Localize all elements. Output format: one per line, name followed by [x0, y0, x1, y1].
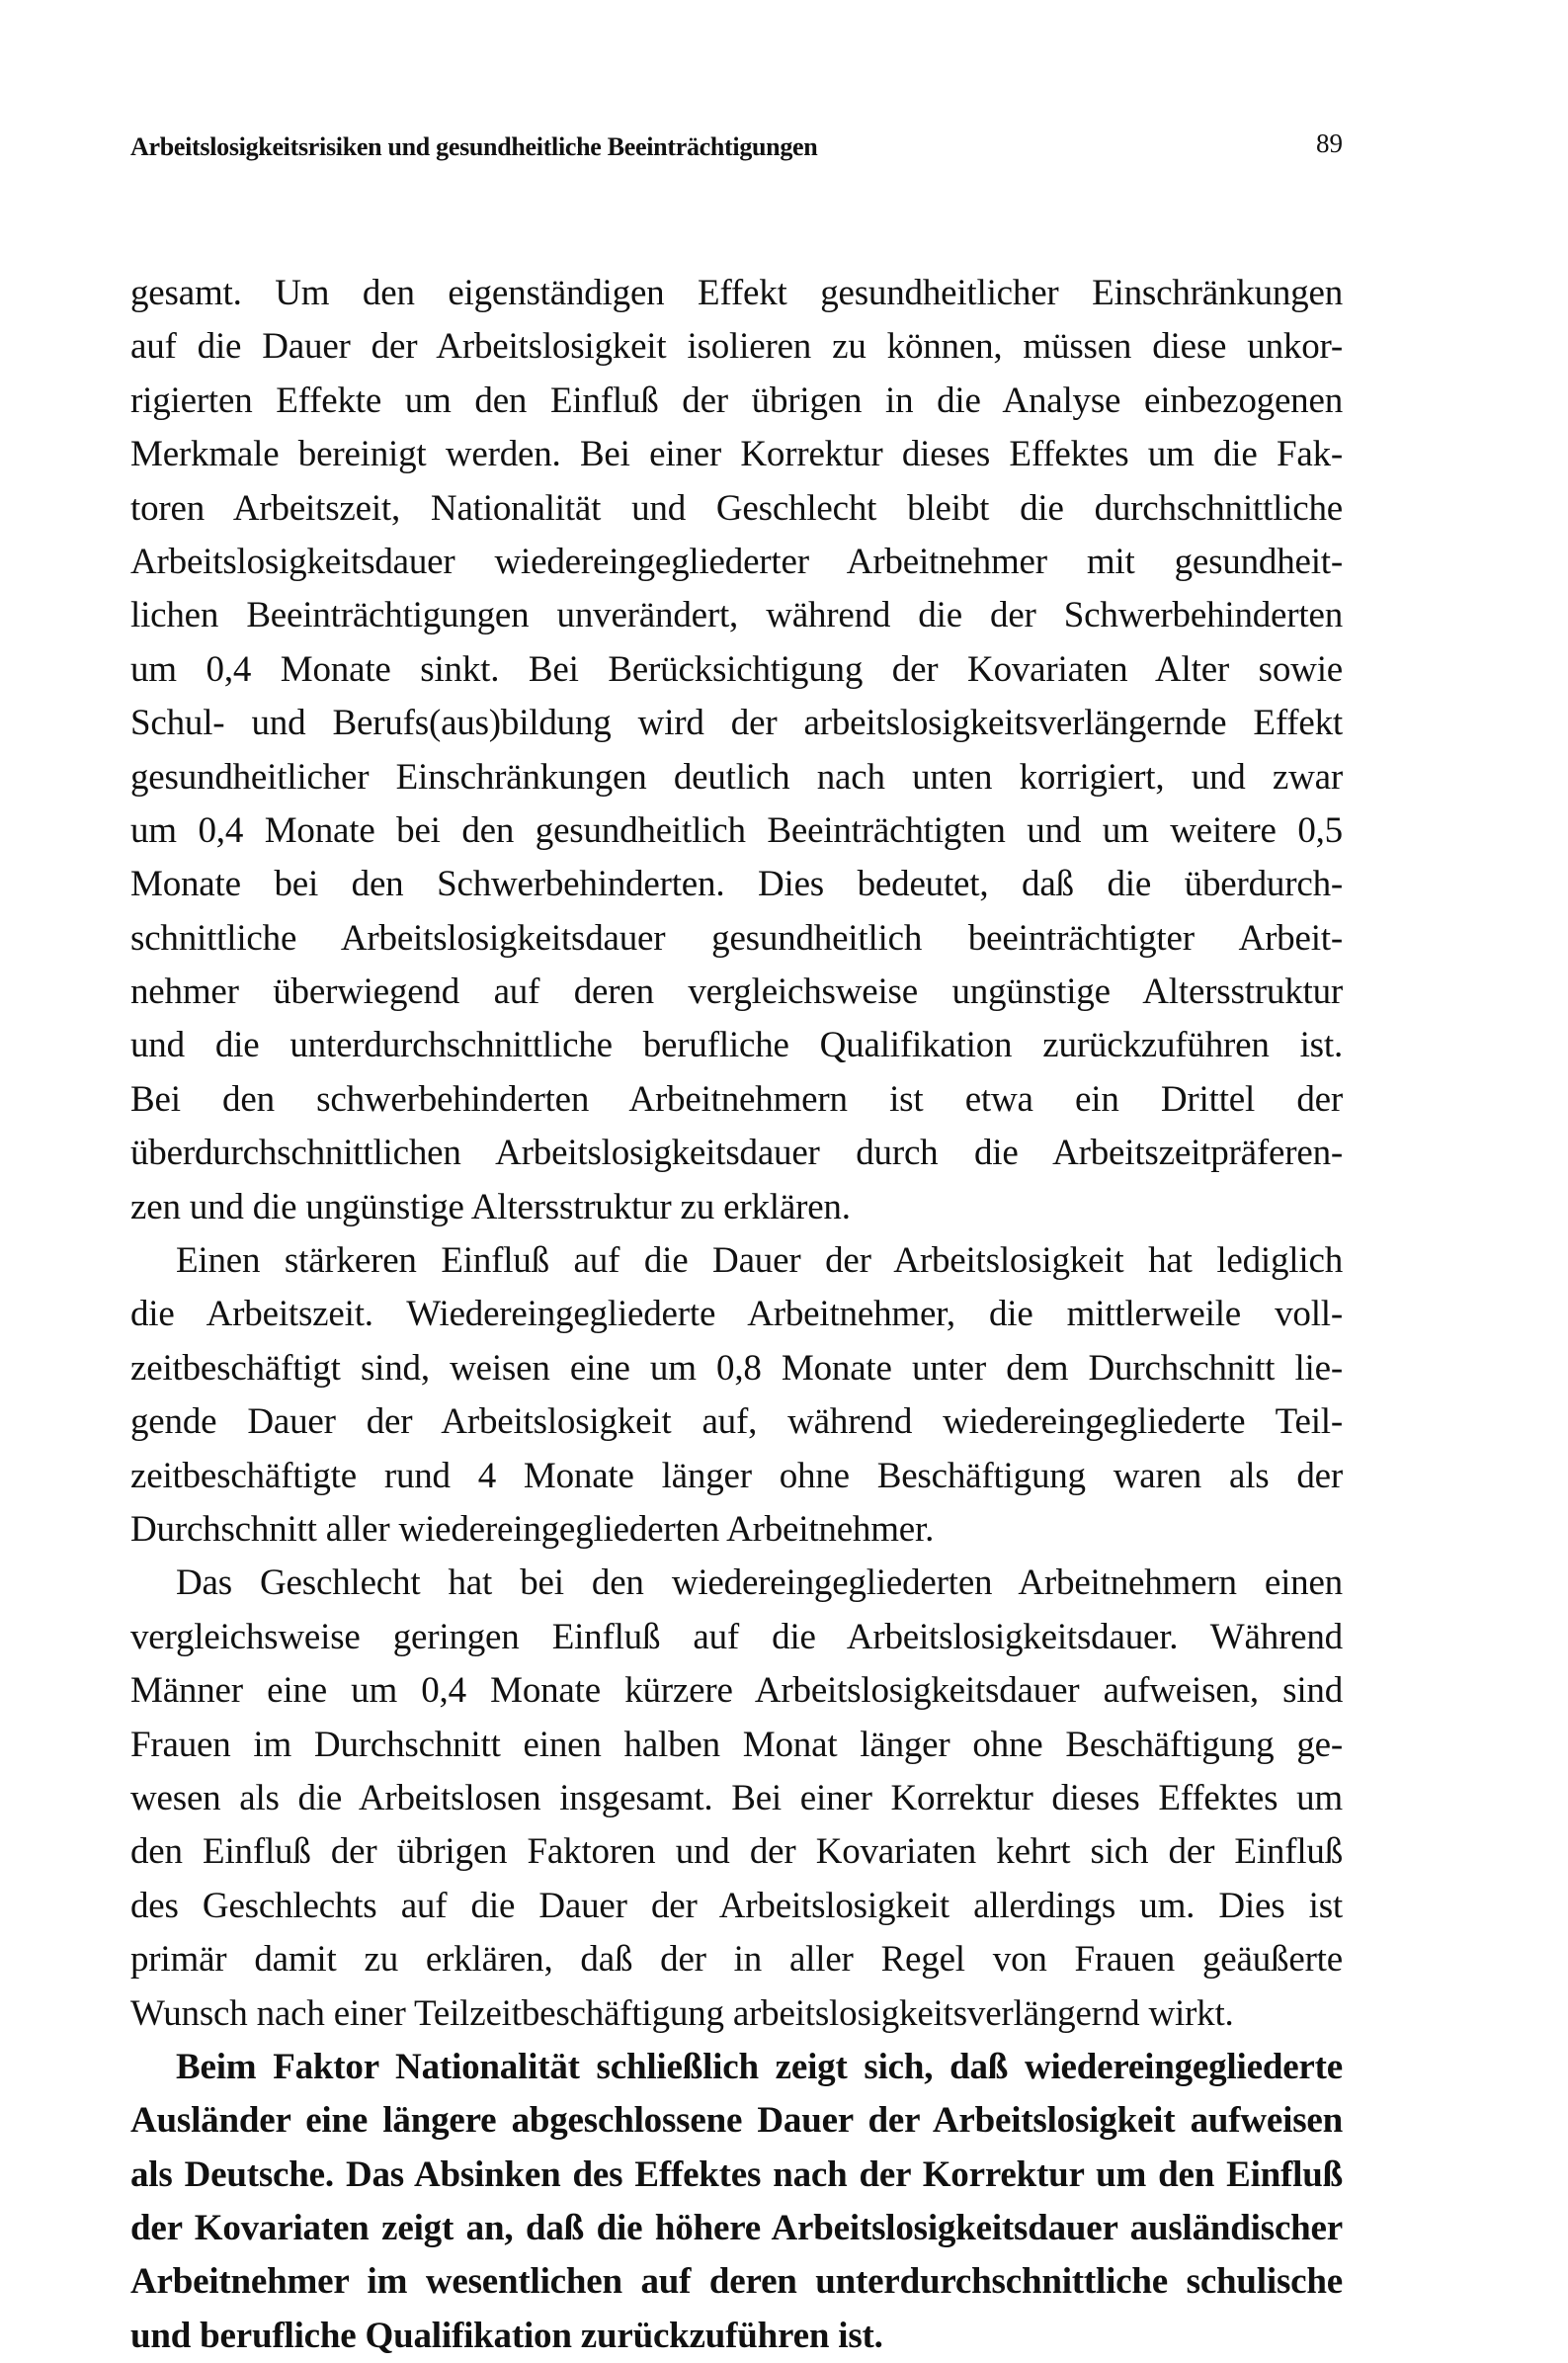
text-line: rigierten Effekte um den Einfluß der übrigen in die Analyse einbezogenen: [130, 380, 1343, 421]
text-line: die Arbeitszeit. Wiedereingegliederte Arbeitnehmer, die mittlerweile voll-: [130, 1294, 1343, 1335]
text-line: der Kovariaten zeigt an, daß die höhere Arbeitslosigkeitsdauer ausländischer: [130, 2208, 1343, 2249]
text-line: um 0,4 Monate bei den gesundheitlich Beeinträchtigten und um weitere 0,5: [130, 809, 1343, 851]
text-line: Ausländer eine längere abgeschlossene Dauer der Arbeitslosigkeit aufweisen: [130, 2100, 1343, 2142]
text-line: Monate bei den Schwerbehinderten. Dies bedeutet, daß die überdurch-: [130, 864, 1343, 905]
text-line: zeitbeschäftigt sind, weisen eine um 0,8 Monate unter dem Durchschnitt lie-: [130, 1347, 1343, 1389]
text-line: Arbeitnehmer im wesentlichen auf deren unterdurchschnittliche schulische: [130, 2261, 1343, 2303]
text-line: gesamt. Um den eigenständigen Effekt gesundheitlicher Einschränkungen: [130, 273, 1343, 313]
text-line: Arbeitslosigkeitsdauer wiedereingegliederter Arbeitnehmer mit gesundheit-: [130, 541, 1343, 582]
text-line: primär damit zu erklären, daß der in aller Regel von Frauen geäußerte: [130, 1939, 1343, 1981]
page-number: 89: [1316, 128, 1343, 158]
text-line: schnittliche Arbeitslosigkeitsdauer gesundheitlich beeinträchtigter Arbeit-: [130, 917, 1343, 959]
text-line: gende Dauer der Arbeitslosigkeit auf, während wiedereingegliederte Teil-: [130, 1401, 1343, 1443]
text-line: überdurchschnittlichen Arbeitslosigkeitsdauer durch die Arbeitszeitpräferen-: [130, 1133, 1343, 1174]
text-line: Das Geschlecht hat bei den wiedereingegliederten Arbeitnehmern einen: [176, 1562, 1343, 1604]
text-line: Einen stärkeren Einfluß auf die Dauer der Arbeitslosigkeit hat lediglich: [176, 1240, 1343, 1282]
body-text: [130, 267, 1343, 2363]
text-line: des Geschlechts auf die Dauer der Arbeitslosigkeit allerdings um. Dies ist: [130, 1885, 1343, 1926]
text-line: Durchschnitt aller wiedereingegliederten Arbeitnehmer.: [130, 1508, 935, 1550]
text-line: Beim Faktor Nationalität schließlich zeigt sich, daß wiedereingegliederte: [176, 2046, 1343, 2087]
text-line: lichen Beeinträchtigungen unverändert, während die der Schwerbehinderten: [130, 595, 1343, 636]
text-line: toren Arbeitszeit, Nationalität und Geschlecht bleibt die durchschnittliche: [130, 487, 1343, 529]
text-line: zen und die ungünstige Altersstruktur zu erklären.: [130, 1186, 851, 1227]
text-line: als Deutsche. Das Absinken des Effektes nach der Korrektur um den Einfluß: [130, 2153, 1343, 2195]
text-line: Bei den schwerbehinderten Arbeitnehmern ist etwa ein Drittel der: [130, 1078, 1343, 1120]
text-line: Frauen im Durchschnitt einen halben Monat länger ohne Beschäftigung ge-: [130, 1724, 1343, 1765]
text-line: und berufliche Qualifikation zurückzuführen ist.: [130, 2315, 883, 2356]
running-head: [130, 128, 1356, 168]
text-line: Schul- und Berufs(aus)bildung wird der arbeitslosigkeitsverlängernde Effekt: [130, 703, 1343, 744]
text-line: zeitbeschäftigte rund 4 Monate länger ohne Beschäftigung waren als der: [130, 1455, 1343, 1496]
text-line: Wunsch nach einer Teilzeitbeschäftigung arbeitslosigkeitsverlängernd wirkt.: [130, 1992, 1234, 2034]
text-line: Merkmale bereinigt werden. Bei einer Korrektur dieses Effektes um die Fak-: [130, 434, 1343, 475]
text-line: um 0,4 Monate sinkt. Bei Berücksichtigung der Kovariaten Alter sowie: [130, 648, 1343, 690]
text-line: den Einfluß der übrigen Faktoren und der Kovariaten kehrt sich der Einfluß: [130, 1831, 1343, 1873]
text-line: und die unterdurchschnittliche berufliche Qualifikation zurückzuführen ist.: [130, 1025, 1343, 1066]
text-line: Männer eine um 0,4 Monate kürzere Arbeitslosigkeitsdauer aufweisen, sind: [130, 1670, 1343, 1712]
text-line: nehmer überwiegend auf deren vergleichsweise ungünstige Altersstruktur: [130, 971, 1343, 1013]
text-line: gesundheitlicher Einschränkungen deutlich nach unten korrigiert, und zwar: [130, 756, 1343, 798]
text-line: vergleichsweise geringen Einfluß auf die Arbeitslosigkeitsdauer. Während: [130, 1616, 1343, 1657]
text-line: wesen als die Arbeitslosen insgesamt. Bei einer Korrektur dieses Effektes um: [130, 1777, 1343, 1818]
running-title: Arbeitslosigkeitsrisiken und gesundheitliche Beeinträchtigungen: [130, 132, 818, 161]
text-line: auf die Dauer der Arbeitslosigkeit isolieren zu können, müssen diese unkor-: [130, 326, 1343, 368]
